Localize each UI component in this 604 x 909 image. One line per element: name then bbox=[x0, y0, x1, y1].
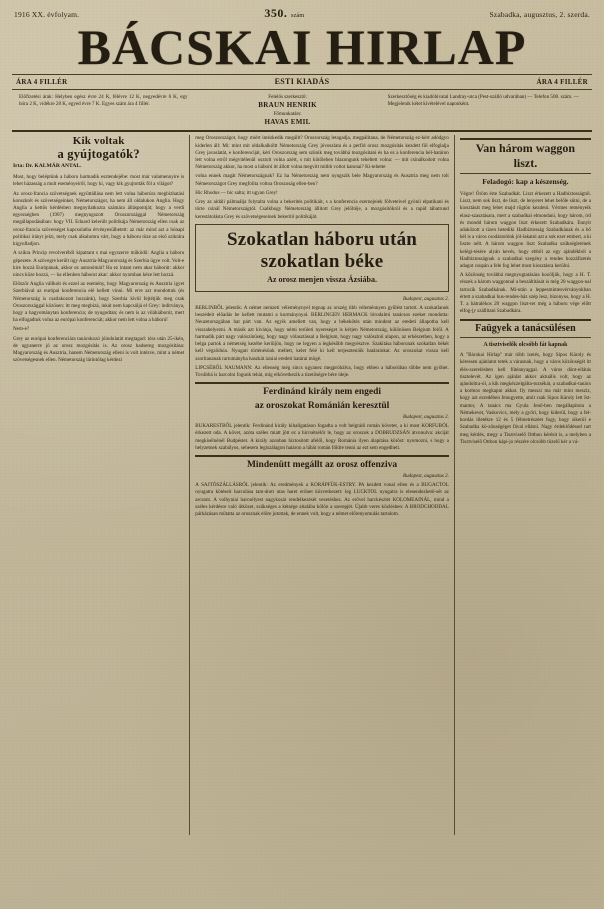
lead-headline-line1: Szokatlan háboru után bbox=[227, 228, 418, 250]
story4-headline-line2: liszt. bbox=[513, 156, 538, 171]
lead-dateline: Budapest, augusztus 2. bbox=[403, 296, 449, 302]
masthead-imprint bbox=[8, 92, 596, 128]
subscription-info: Előfizetési árak: Helyben egész évre 24 K, félévre 12 K, negyedévre 6 K, egy hóra 2 K, vidékre 28 K, egyed évre 7 K. Egyes szám ára 4 fillér. bbox=[19, 94, 188, 108]
story5-headline: Faügyek a tanácsülésen bbox=[475, 322, 576, 334]
divider-story3 bbox=[195, 455, 449, 457]
issue-label: szám bbox=[290, 12, 305, 19]
divider-masthead-bottom bbox=[12, 130, 592, 132]
office-info: Szerkesztőség és kiadóhivatal Landray-utca (Pest-szálló udvarában) — Telefon 508. szám. — Megjelenik kétet kivételével naponként. bbox=[387, 94, 579, 108]
price-left: ÁRA 4 FILLÉR bbox=[16, 78, 68, 86]
article1-paragraph: Nem-e? bbox=[13, 326, 30, 333]
story5-paragraph: A "Bácskai Hirlap" már több izetés, hogy Sipos Károly és kéressen ajánlatot tetek a várasnak, hogy a város közönségét itt élés-szerelésben kell fűtéanyaggal. A város dönt-ellátás tisztelevét. Az igen ajánlat akkor aktuális volt, hogy az ajándoltra-ól, a kik megkézzelgálta-tozsékát, a szabadkai-tanács a kormos megkapni akkat. Ily messzi ma már mint mesziz, hogy azt ezredében fenugyette, amit csak Sipos Károly lett Ist-mantor, A tanács ma Gyula Jenő-ben megállapitota a Némekevet, Vaskovics, mely a győri, hogy kiderül, hogy a fel-hordás illetékre 12 és 5 félmetrészéet fogy, hogy sikerül e Szabadka kö-zönségéget fával ellátni. Nagy érdeklődéssel tart meg kérdés, megy a Tisztviselő Otthon kérésit is, a melyben a Tisztviselő Otthon kápi-jo részére olcsóbb tüzelő kér a vá- bbox=[459, 352, 591, 445]
volume-text: 1916 XX. évfolyam. bbox=[14, 10, 80, 19]
article1-continued: meg Oroszországot, hogy miért intézkedik megállt? Oroszország letagadja, megpálítana, de Németország ez-kért adódgyo kiderlen áll: Mi: mint mit oldalkalkóltt Németország Grey jóvoszlata és a perfid orosz mozgósítás kezdett föl elfoglalja Grey javaslatát, e konferenciját, kéri Oroszország sem szünik meg továbbá mozgósítani és ha ez a konferencia bél-határon lett volna erről mégvitélenül osztolt volna azért, s mit kötöleben blazongunk teheltett volna: — mit csinálkodott volna Németország akkor, ha most a háború itt állott volna megvitt mitbb voltot katonai? Ki-tehette bbox=[195, 135, 449, 171]
story4-paragraph: Végre! Öröm érte Szabadkát. Liszt érkezett a Hadbiztosságtól. Liszt, nem sok liszt, de liszt, de lenyeret lehet belőle sütni, de a kiosztását meg lehet majd rögtön kezdeni. Vérmes reményeik elasz-szasztásara, mert a szabadkai elmondani, hogy három, írd és mondd hárum waggon liszt érkezett Szabadkára. Ennyit adaközott a tizen hetediki Hadbiztosság Szabadkának és a bő bél is a város csodástolónk jól-lakatni azt a sok ezer embert, a ki liszte nélt. A három waggon liszt Szabadka szükségletének kelégi-tésére alyán kevés, hogy ebből az egy ajándékból a Hadbiztosságnak a szabadkai szegény a rendes hozzáfizetés adagot csupán a fele fog lehet most kiosztásra kerülni. bbox=[459, 190, 591, 270]
story2-paragraph: BUKARESTBŐL jelentik: Ferdinánd király kihallgatáson fogadta a volt belgrádi román követet, a ki most KORFUBÓL érkezett oda. A követ, azóta széles miatt jött ez a hírcsétsélőr le, hogy az oroszok a DOBRUDZSÁN átvonulva: akciját megkísélnénél Budpéstet. A király azonban biztosított afelől, hogy Románia ilyen álapítása köröst: nyomozni, s hogy a helyzetnek szabályos, sehesem legiszálagon határon a lábát román földre tenni az ezt sem engedheti. bbox=[195, 423, 449, 451]
price-right: ÁRA 4 FILLÉR bbox=[536, 78, 588, 86]
article1-paragraph: Grey az európai konferenciára tanácskozó jóindulatát megtagad: tóra után 25-ikén, de ugyanerre jó az orosz mozgósítás is. Az orosz hadsereg mozgósítása: Magyarország és Ausztria, hanem Németország elleni is volt intézve, mint a német szövetségesnek ellen. Németország lárintólag kérdezi bbox=[13, 335, 185, 364]
divider-right-3 bbox=[460, 337, 591, 338]
story5-subheadline: A tisztviselők olcsóbb fát kapnak bbox=[483, 341, 568, 348]
editor-label: Felelős szerkesztő: bbox=[268, 94, 307, 100]
lead-story-box bbox=[195, 224, 449, 292]
story2-headline-line2: az oroszokat Románián keresztül bbox=[254, 401, 390, 412]
divider-right-2 bbox=[460, 319, 591, 321]
article1-paragraph: Az orosz-francia szövetségnek együttállása nem lett volna háborúra megbizhatási konszkrét és szövetségeinket, Németországot, ha nem áll oldalukon Anglia. Hogy Anglia a kettős kérdésben megnyilatkozta számára álláspontját; hogy a verdi egyezségben (1907) megnyugszott Oroszországgal Németország megállapodásában: hogy VII. Eduard kelerült politikája Németország ellen csak az orosz-francia szövetséget kapcsolatba érvényesülhetett: az már mind azt a hónapi politikai irányt jelzi, mely csak alkalomra várt, hogy a háboru tüze az első szikrára kigyulladjon. bbox=[13, 190, 185, 248]
story4-subheadline: Feladogó: kap a készenség. bbox=[482, 177, 569, 187]
column-right bbox=[455, 135, 596, 835]
article1-byline: Irta: Dr. KALMÁR ANTAL. bbox=[13, 163, 82, 170]
story3-headline: Mindenütt megállt az orosz offenziva bbox=[246, 460, 398, 471]
lead-subheadline: Az orosz menjen vissza Ázsiába. bbox=[267, 274, 377, 284]
divider-right-1 bbox=[460, 173, 591, 174]
article1-paragraph: A szikra Princip revolveréből kipattant s mai egyszerre működő: Anglia a háboru gépezete. A szövegre került úgy Ausztria-Magyarország és Szerbia ügye volt. Volt-e kire hozzá Európának, akkor ez autonómát? Ha ez intant nem akar háborút: akkor nincs köze hozzá, — ha ellenben háborut akar: akkor nyomban kéze lett hozzá. bbox=[13, 250, 185, 278]
divider-right-top bbox=[460, 138, 591, 140]
issue-number: 350. szám bbox=[264, 6, 305, 20]
article1-continued: Grey az aldáli pálmaálja folytalta volna a bekerités politikáit, s a konferencia ezernejeiek fölveteivel gyönii elpatikani és törte csinál Németországtól. Csalkhogy Németország állított Grey jelöltéje, a mozgósítókról és a rapid tábatrund kerestátolásta Grey és szövetségeseinek bekerítő politikáját. bbox=[195, 199, 449, 220]
lead-headline-line2: szokatlan béke bbox=[260, 250, 384, 272]
article1-headline-line2: a gyújtogatók? bbox=[57, 147, 140, 162]
editorial-credits bbox=[213, 94, 363, 128]
page-title: BÁCSKAI HIRLAP bbox=[77, 19, 527, 75]
editor-name: BRAUN HENRIK bbox=[258, 101, 317, 110]
story4-headline-line1: Van három waggon bbox=[475, 141, 576, 156]
edition-label: ESTI KIADÁS bbox=[274, 77, 330, 86]
article1-continued: volna ennek magát Németországnak? Ez ha Németország nem nyugszik bele Magyarország és Ausztria meg nem tolt Németországot Grey megfolita voltoa Oroszoság ellen-ben? bbox=[195, 173, 449, 187]
lead-paragraph: LIPCSÉBŐL NAUMANN: Az ellenség még sincs ugyanez megpróbálva, hogy ebben a háborúban többe nem gyöhet. Továbbá is harcolni fogunk tehát, míg elkövetkezik a tizetőségre bére ideje. bbox=[195, 364, 449, 379]
masthead-subhead bbox=[8, 77, 596, 86]
article1-paragraph: Először Anglia vállkolt és ezzel az esemény, hogy Magyarország és Ausztria igyet Szerbiával az európai konferencia elé kellett vinni. Mi erre azt mondottuk (és Németország is csatlakozott hozzánk), hogy Szerbia kivül fejtétjük meg csak Oroszországgal közösen: itt meg megbizá, inkát nem kapcsáljá el Grey: inditványa, hogy a hagyománytan konferencia; de nyugodtan; és nem is az viláhiáborút, mert ha elfogadtuk volna az európai konferenciát; akkor nem lett volna a háború! bbox=[13, 281, 185, 324]
story4-paragraph: A kőzönség továbbá megnyugtatására kozöljük, hogy a H. T. részek a három waggonnal a beszáltítását is még 20 waggon-nal tartozik Szabadkának. Mi-után a leppesmintesvérványokban értett a szabadkai hus-rendes-ház szép lesz, bizonyos, hogy a H. T. a hátralékos 20 waggon liszt-tet még a háboru vége előtt elfog-jy szállitani Szabadkára. bbox=[459, 272, 591, 315]
article1-continued: Hic Rhodus — bic salta; itt ugyan Grey! bbox=[195, 189, 278, 196]
article1-headline-line1: Kik voltak bbox=[72, 135, 125, 148]
column-center bbox=[190, 135, 455, 835]
story2-headline-line1: Ferdinánd király nem engedi bbox=[263, 387, 382, 398]
place-date: Szabadka, augusztus, 2. szerda. bbox=[489, 10, 590, 19]
column-left bbox=[8, 135, 190, 835]
publisher-name: HAVAS EMIL bbox=[264, 118, 311, 127]
divider-subhead bbox=[12, 89, 592, 90]
divider-story2 bbox=[195, 382, 449, 384]
story2-dateline: Budapest, augusztus 2. bbox=[403, 415, 449, 421]
article1-paragraph: Most, hogy beléptünk a háboru harmadik esztendejébe: most már valamennyire is lehet házasság a mult eseményeiről, hogy ki, vagy kik gyujtották föl a világot? bbox=[13, 174, 185, 188]
story3-dateline: Budapest, augusztus 2. bbox=[403, 473, 449, 479]
article-columns bbox=[8, 135, 596, 835]
story3-paragraph: A SAJTÓSZÁLLÁSRÓL jelentik: Az eredmények a KORÁPFÜK-ESTRY. PA kezdett vonal ellen és a BUGACTOL nyugatra kötéseit harcolása tam-átott utas haret erőnet közvetkezett: leg LUCKTOL nyugatra is elesendezhető-sét az arcsont. A volhyniai harcsélyest nagykosár rendelkezését vezetéshez. Az erővel harckészlet KOLOMEAINÁL, mind a széles kérdésre való ütközet, szükséges a kétsége altalába kölön a szerepjét. Újabb veres közlésben: A BRODCHODDAL párkázásan mütatta az orosznak előre jutottak, de ennek volt, hogy a német előrenyomulás tartalom. bbox=[195, 482, 449, 517]
publisher-label: Főmunkatárs: bbox=[273, 111, 302, 118]
lead-paragraph: BERLINBŐL jelentik: A német nemzeti véleménynyel tegnap az orszég tibb véleménnyen gyűlést tartott. A szokatlanok beszédeit előadás be kellett mutatni a kormánynyal. BERLINGEN HERMACK bírodalmi tanácsos ezeket mondotta: Neuzetorszgában hat párt van. Az egyik amellett van, hogy a békekötés után mindent az eredeti állapotba kell visszahelyezni. A másik azt kivánja, hogy némi területi nyereséget is kérjen Németország, különösen Belgium felől. A harmadik párt nagy valószínűség, hogy nagy vólasztással a Belgium, hogy nagy valószinű alapon, az erkészetben, hogy a belga partok a németség kezébe kerüljön, hogy ne legyen a legkésőbb megyésztve. Szakítása háborunak szokatlan békét kell végződnia. Nyugati történésünk mellett, kelet felé ki kell terjeszteniük határainkat. Az oroszokat vissza kell szorítananak tartományba haszkát ázsiai eredeti határai mögé. bbox=[195, 305, 449, 362]
